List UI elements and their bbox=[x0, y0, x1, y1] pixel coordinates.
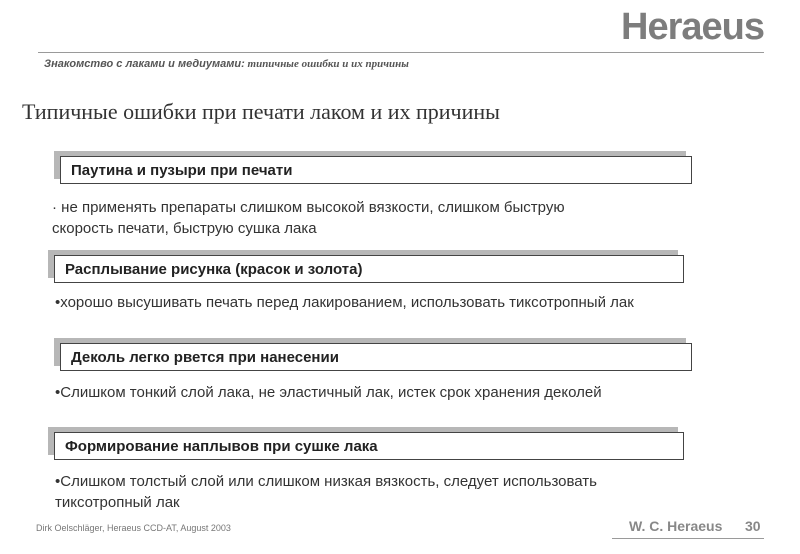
section-heading-1: Паутина и пузыри при печати bbox=[71, 162, 293, 179]
heraeus-logo: Heraeus bbox=[621, 6, 764, 48]
section-text-1: · не применять препараты слишком высокой вязкости, слишком быструю скорость печати, быструю сушка лака bbox=[52, 199, 565, 237]
section-heading-box-1 bbox=[60, 156, 692, 184]
footer-divider bbox=[612, 538, 764, 539]
subtitle-serif: типичные ошибки и их причины bbox=[244, 58, 409, 70]
footer-author: Dirk Oelschläger, Heraeus CCD-AT, August 2003 bbox=[36, 523, 231, 533]
section-heading-box-3 bbox=[60, 343, 692, 371]
section-heading-box-2 bbox=[54, 255, 684, 283]
section-text-4: •Слишком толстый слой или слишком низкая вязкость, следует использовать тиксотропный лак bbox=[55, 473, 597, 511]
section-heading-2: Расплывание рисунка (красок и золота) bbox=[65, 261, 363, 278]
slide-subtitle bbox=[44, 58, 409, 70]
subtitle-sans: Знакомство с лаками и медиумами: bbox=[44, 58, 245, 70]
footer-brand: W. C. Heraeus bbox=[629, 518, 723, 534]
section-heading-4: Формирование наплывов при сушке лака bbox=[65, 438, 378, 455]
section-heading-3: Деколь легко рвется при нанесении bbox=[71, 349, 339, 366]
section-text-2: •хорошо высушивать печать перед лакированием, использовать тиксотропный лак bbox=[55, 294, 634, 311]
section-text-3: •Слишком тонкий слой лака, не эластичный лак, истек срок хранения деколей bbox=[55, 384, 602, 401]
page-number: 30 bbox=[745, 518, 761, 534]
section-heading-box-4 bbox=[54, 432, 684, 460]
header-divider bbox=[38, 52, 764, 53]
page-title: Типичные ошибки при печати лаком и их причины bbox=[22, 99, 500, 124]
